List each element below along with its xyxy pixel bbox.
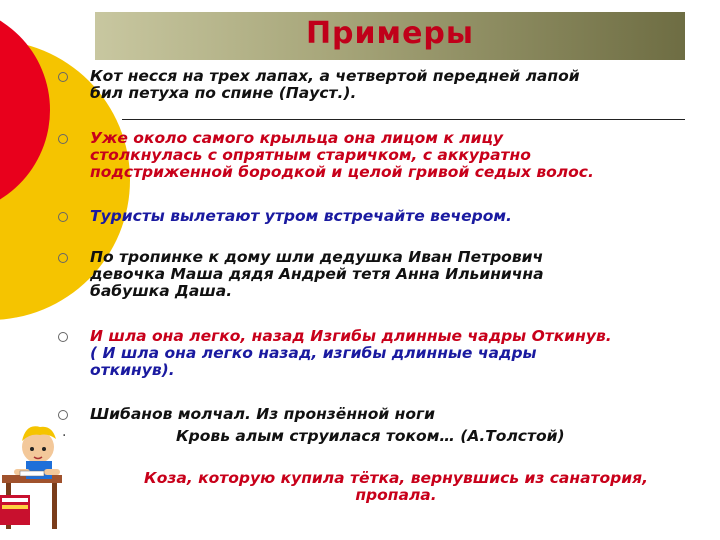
example-text-correction: ( И шла она легко назад, изгибы длинные чадры откинув). [90,344,537,379]
bullet-circle-icon [58,253,68,263]
page-title: Примеры [305,16,475,51]
footer-example: Коза, которую купила тётка, вернувшись из санатория, пропала. [144,469,648,504]
title-bar [95,12,685,60]
example-text: Уже около самого крыльца она лицом к лицу столкнулась с опрятным старичком, с аккуратно подстриженной бородкой и целой гривой седых волос. [90,129,594,181]
small-dot: · [62,428,67,444]
example-text: Туристы вылетают утром встречайте вечером. [90,207,512,225]
schoolboy-at-desk-illustration [0,405,78,535]
divider [122,119,685,120]
bullet-circle-icon [58,72,68,82]
bullet-circle-icon [58,332,68,342]
bullet-circle-icon [58,134,68,144]
bullet-circle-icon [58,212,68,222]
example-text-line2: Кровь алым струилася током… (А.Толстой) [176,427,565,445]
example-text: По тропинке к дому шли дедушка Иван Петрович девочка Маша дядя Андрей тетя Анна Ильинична бабушка Даша. [90,248,544,300]
example-text: И шла она легко, назад Изгибы длинные чадры Откинув. [90,327,612,345]
example-text: Шибанов молчал. Из пронзённой ноги [90,405,435,423]
example-text: Кот несся на трех лапах, а четвертой передней лапой бил петуха по спине (Пауст.). [90,67,580,102]
